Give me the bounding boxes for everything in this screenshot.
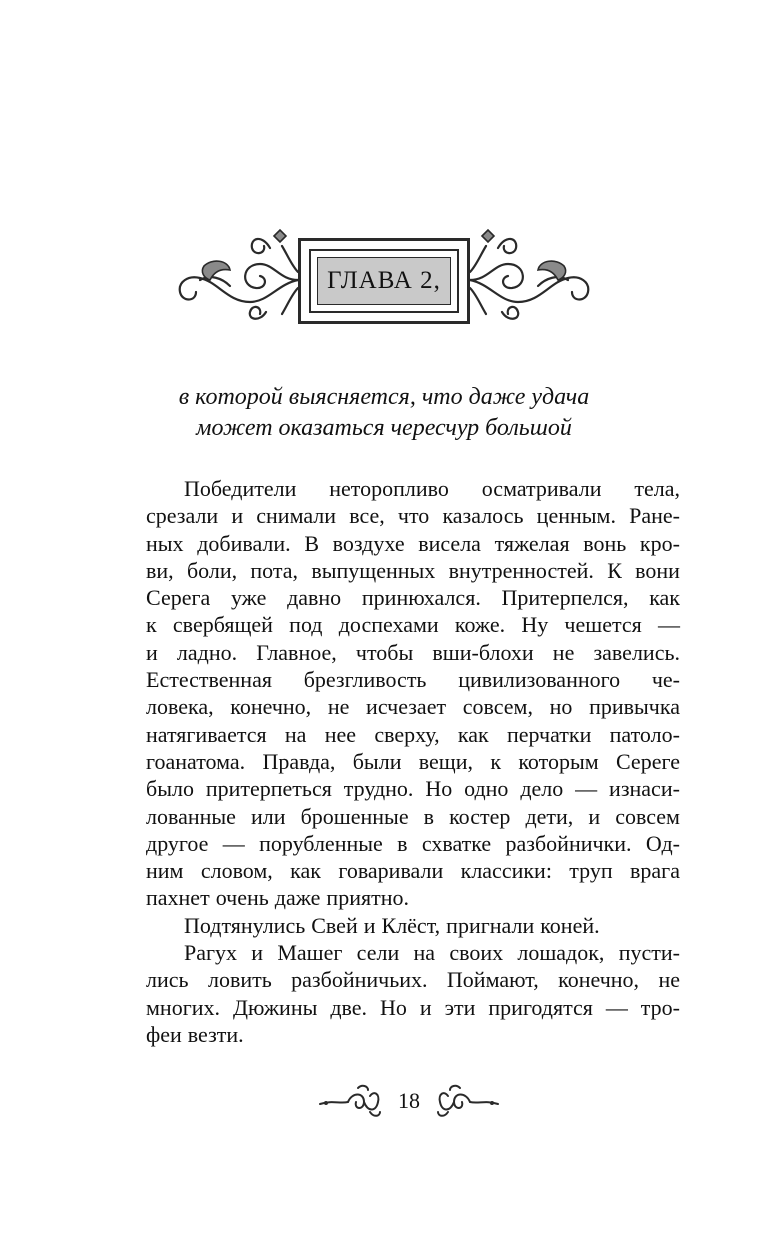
word: завелись. [593,639,680,665]
word: привычка [589,694,680,720]
word: чешется [564,612,642,638]
word: везти. [187,1021,244,1047]
word: снимали [256,503,337,529]
word: и [419,994,432,1020]
word: Ну [521,612,549,638]
word: доспехами [338,612,439,638]
word: вши-блохи [432,639,534,665]
text-line [146,475,680,502]
word: перчатки [507,721,592,747]
word: Ране- [629,503,680,529]
word: пригнали [446,912,535,938]
word: ловека, [146,694,214,720]
word: Притерпелся, [501,585,629,611]
chapter-subtitle [0,382,768,444]
word: че- [651,667,680,693]
word: нее [324,721,357,747]
chapter-title-box [317,257,451,305]
chapter-header [170,228,598,328]
word: принюхался. [361,585,481,611]
subtitle-line: в которой выясняется, что даже удача [178,384,590,410]
word: на [413,940,436,966]
word: ных [146,530,184,556]
word: что [397,503,430,529]
word: были [352,748,402,774]
page-footer [318,1082,500,1122]
word: порубленные [259,830,383,856]
word: к [146,612,157,638]
word: к [490,748,502,774]
word: и [251,940,264,966]
word: конечно, [230,694,312,720]
word: казалось [442,503,524,529]
word: — [575,776,598,802]
word: ним [146,858,184,884]
word: добивали. [197,530,291,556]
word: не [327,694,350,720]
word: висела [418,530,481,556]
text-line [146,748,680,775]
text-line [146,966,680,993]
word: другое [146,830,209,856]
text-line [146,939,680,966]
word: дети, [525,803,574,829]
word: Но [425,776,453,802]
word: гоанатома. [146,748,246,774]
word: дело [520,776,564,802]
word: Победители [184,476,297,501]
word: как [649,585,680,611]
word: давно [287,585,342,611]
word: даже [274,885,321,911]
word: исчезает [366,694,447,720]
word: брошенные [300,803,409,829]
word: не [658,967,680,993]
word: Подтянулись [184,912,306,938]
word: Дюжины [232,994,318,1020]
text-line [146,775,680,802]
word: вонь [583,530,627,556]
text-line [146,721,680,748]
word: в [423,803,435,829]
word: Серега [146,585,211,611]
word: классики: [460,858,552,884]
word: не [552,639,575,665]
word: внутренностей. [448,557,594,583]
text-line [146,693,680,720]
text-line [146,666,680,693]
text-line [146,584,680,611]
word: К [607,557,622,583]
word: вони [635,557,680,583]
word: Свей [311,912,358,938]
word: феи [146,1021,182,1047]
word: как [457,721,489,747]
word: коней. [540,912,600,938]
word: которым [518,748,599,774]
word: под [289,612,323,638]
word: одно [464,776,509,802]
word: врага [630,858,680,884]
word: лись [146,967,189,993]
body-text [146,475,680,1048]
word: осматривали [481,476,602,501]
word: лошадок, [517,940,605,966]
word: или [251,803,286,829]
word: ладно. [176,639,238,665]
word: многих. [146,994,220,1020]
word: пригодятся [488,994,593,1020]
word: как [290,858,321,884]
word: Сереге [615,748,680,774]
word: уже [230,585,267,611]
word: натягивается [146,721,267,747]
word: Машег [277,940,343,966]
word: срезали [146,503,219,529]
word: и [146,639,158,665]
word: разбойнички. [505,830,632,856]
word: Естественная [146,667,272,693]
text-line [146,530,680,557]
word: и [231,503,244,529]
word: — [222,830,245,856]
word: все, [349,503,385,529]
word: Но [380,994,407,1020]
word: патоло- [609,721,680,747]
text-line [146,803,680,830]
word: чтобы [355,639,414,665]
word: кро- [639,530,680,556]
word: выпущенных [311,557,436,583]
word: брезгливость [303,667,427,693]
word: тяжелая [494,530,570,556]
word: Клёст, [381,912,441,938]
word: и [588,803,601,829]
word: вещи, [418,748,474,774]
word: Поймают, [446,967,539,993]
word: воздухе [332,530,405,556]
word: схватке [421,830,492,856]
word: эти [444,994,476,1020]
word: пусти- [618,940,680,966]
word: очень [215,885,269,911]
text-line [146,502,680,529]
subtitle-line: может оказаться чересчур большой [196,415,572,441]
word: свербящей [172,612,273,638]
word: — [657,612,680,638]
text-line [146,994,680,1021]
word: приятно. [326,885,409,911]
word: пота, [250,557,299,583]
word: говаривали [338,858,444,884]
word: неторопливо [329,476,449,501]
word: трудно. [343,776,414,802]
word: словом, [200,858,273,884]
word: Правда, [262,748,336,774]
word: пахнет [146,885,210,911]
word: цивилизованного [458,667,621,693]
word: две. [330,994,368,1020]
word: совсем [615,803,680,829]
word: костер [449,803,511,829]
word: тро- [640,994,680,1020]
word: коже. [454,612,506,638]
word: Рагух [184,940,238,966]
word: разбойничьих. [291,967,428,993]
text-line [146,830,680,857]
word: Од- [645,830,680,856]
text-line [146,912,680,939]
word: притерпеться [205,776,332,802]
word: труп [569,858,613,884]
word: в [397,830,408,856]
text-line [146,884,680,911]
word: боли, [186,557,238,583]
word: на [284,721,307,747]
word: ценным. [536,503,616,529]
word: сели [356,940,400,966]
word: сверху, [374,721,440,747]
word: ви, [146,557,174,583]
text-line [146,557,680,584]
word: Главное, [256,639,337,665]
word: конечно, [558,967,640,993]
word: лованные [146,803,236,829]
word: и [363,912,376,938]
word: В [304,530,319,556]
page-number: 18 [398,1088,420,1113]
word: ловить [207,967,272,993]
word: изнаси- [609,776,680,802]
word: — [605,994,628,1020]
chapter-frame [298,238,470,324]
text-line [146,1021,680,1048]
word: но [549,694,573,720]
text-line [146,611,680,638]
word: своих [449,940,504,966]
text-line [146,857,680,884]
word: тела, [634,476,680,501]
word: совсем, [462,694,533,720]
chapter-title: ГЛАВА 2, [327,267,441,294]
word: было [146,776,194,802]
text-line [146,639,680,666]
